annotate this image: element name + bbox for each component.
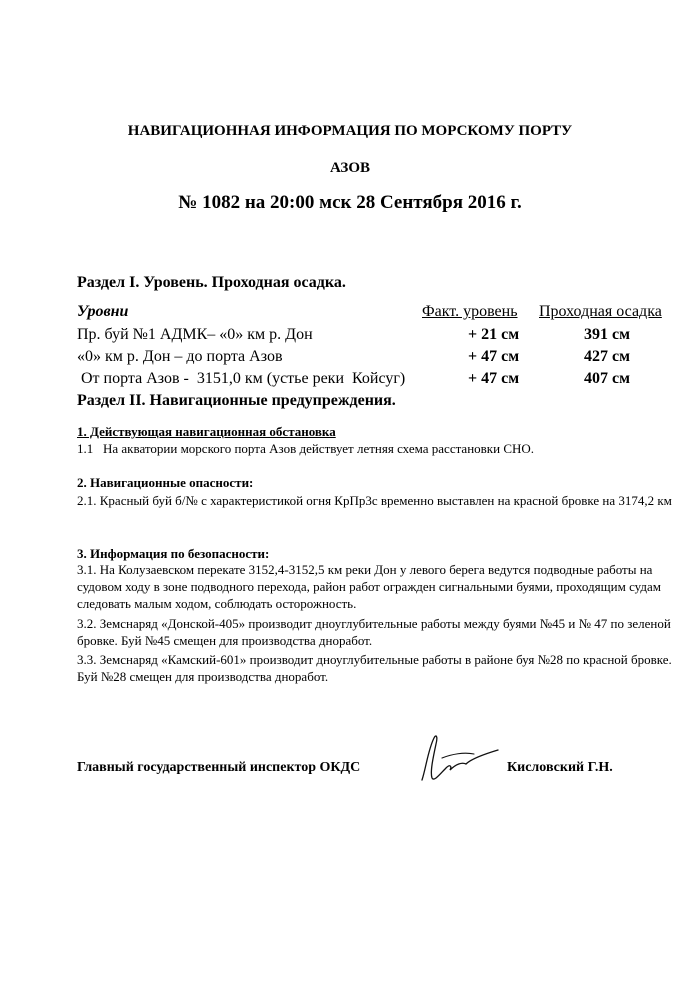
warning-3-heading: 3. Информация по безопасности:: [77, 546, 270, 561]
warning-1-heading: 1. Действующая навигационная обстановка: [77, 424, 336, 439]
level-row-fact: + 47 см: [468, 348, 520, 365]
section-2-title: Раздел II. Навигационные предупреждения.: [77, 392, 396, 409]
level-row-draft: 407 см: [584, 370, 630, 387]
levels-header: Уровни: [77, 303, 129, 320]
draft-header: Проходная осадка: [539, 303, 662, 320]
level-row-fact: + 47 см: [468, 370, 520, 387]
warning-2-1: 2.1. Красный буй б/№ с характеристикой огня КрПр3с временно выставлен на красной бровке на 3174,2 км: [77, 493, 672, 508]
inspector-title: Главный государственный инспектор ОКДС: [77, 760, 361, 775]
level-row-name: От порта Азов - 3151,0 км (устье реки Койсуг): [77, 370, 406, 387]
level-row-name: Пр. буй №1 АДМК– «0» км р. Дон: [77, 326, 313, 343]
fact-level-header: Факт. уровень: [422, 303, 518, 320]
inspector-name: Кисловский Г.Н.: [507, 760, 613, 775]
level-row-draft: 391 см: [584, 326, 630, 343]
warning-3-2: 3.2. Земснаряд «Донской-405» производит дноуглубительные работы между буями №45 и № 47 по зеленой бровке. Буй №45 смещен для производства дноработ.: [77, 616, 671, 648]
warning-3-1: 3.1. На Колузаевском перекате 3152,4-3152,5 км реки Дон у левого берега ведутся подводные работы на судовом ходу в зоне подводного перехода, район работ огражден сигнальными буями, проходящим судам следовать малым ходом, соблюдать осторожность.: [77, 562, 661, 611]
warning-3-3: 3.3. Земснаряд «Камский-601» производит дноуглубительные работы в районе буя №28 по красной бровке. Буй №28 смещен для производства днoработ.: [77, 652, 672, 684]
doc-title-line1: НАВИГАЦИОННАЯ ИНФОРМАЦИЯ ПО МОРСКОМУ ПОРТУ: [127, 123, 573, 139]
handwritten-signature: [412, 728, 502, 788]
warning-1-1: 1.1 На акватории морского порта Азов действует летняя схема расстановки СНО.: [77, 441, 535, 456]
level-row-name: «0» км р. Дон – до порта Азов: [77, 348, 283, 365]
doc-number-date: № 1082 на 20:00 мск 28 Сентября 2016 г.: [178, 192, 522, 213]
level-row-fact: + 21 см: [468, 326, 520, 343]
warning-2-heading: 2. Навигационные опасности:: [77, 475, 254, 490]
level-row-draft: 427 см: [584, 348, 630, 365]
doc-title-port: АЗОВ: [329, 160, 371, 176]
section-1-title: Раздел I. Уровень. Проходная осадка.: [77, 274, 346, 291]
